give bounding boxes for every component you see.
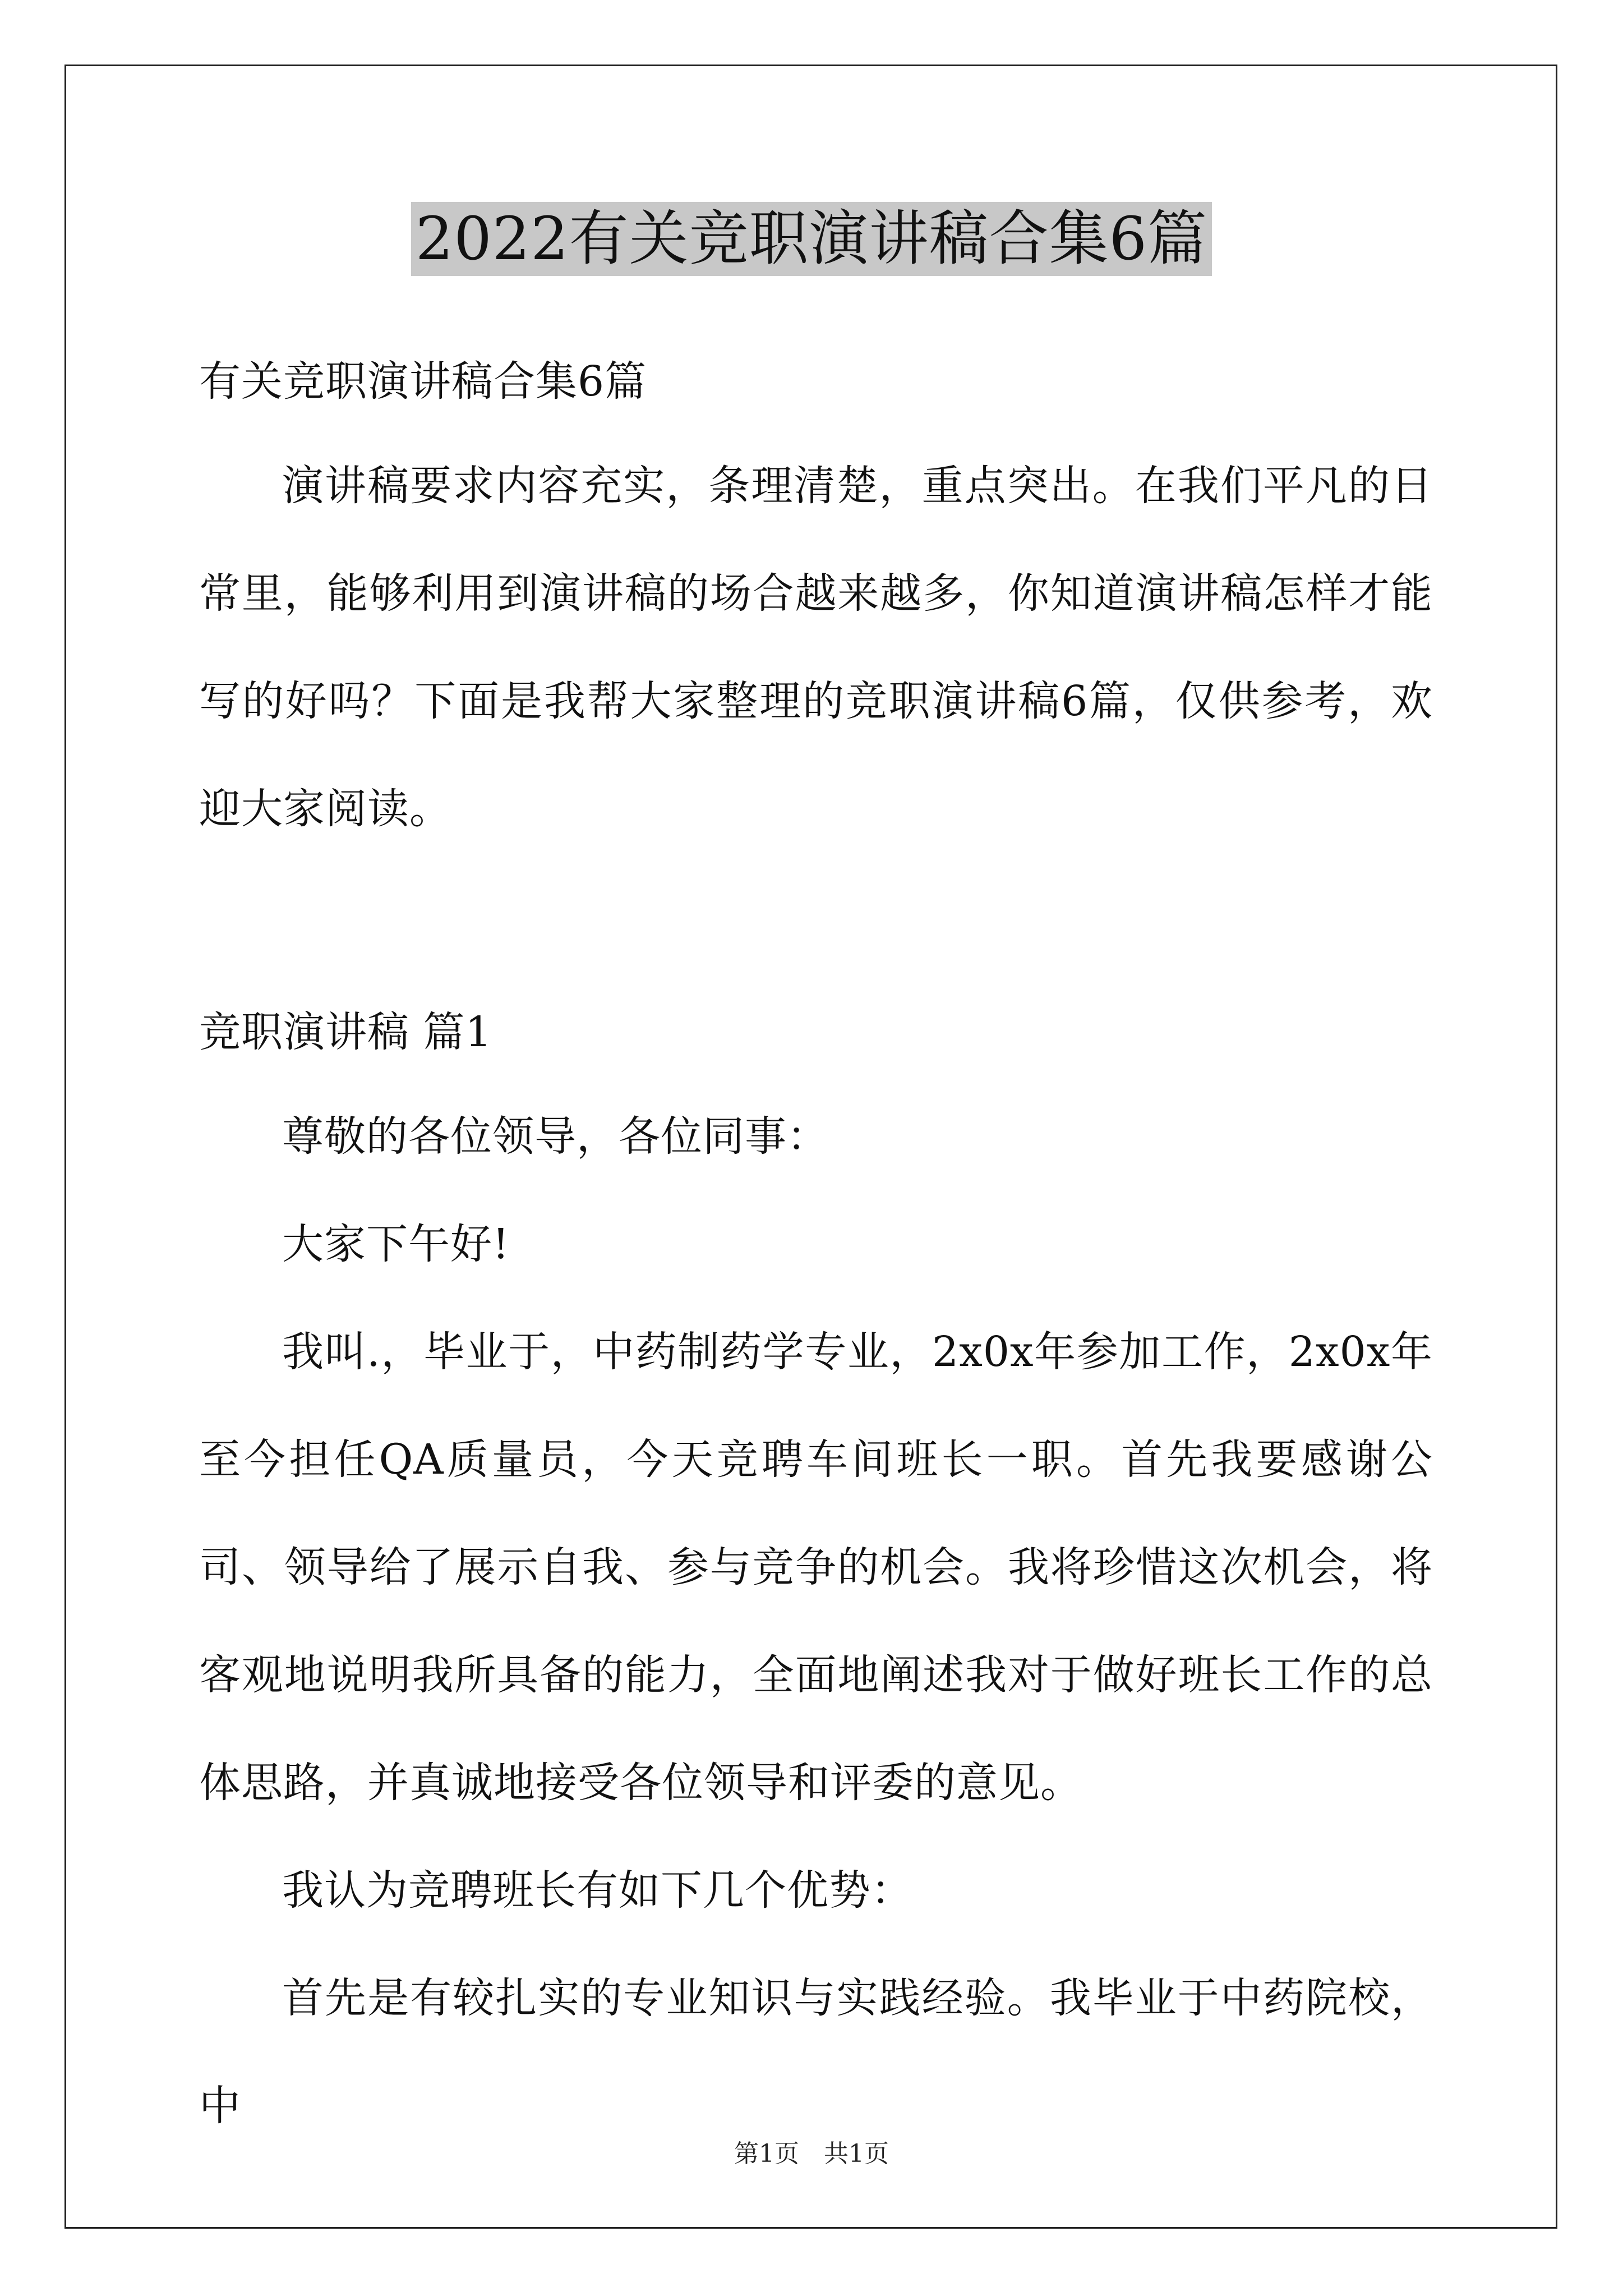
page-footer: 第1页 共1页	[734, 2139, 889, 2168]
intro-paragraph: 演讲稿要求内容充实，条理清楚，重点突出。在我们平凡的日常里，能够利用到演讲稿的场合越来越多，你知道演讲稿怎样才能写的好吗？下面是我帮大家整理的竞职演讲稿6篇，仅供参考，欢迎大家阅读。	[199, 462, 1433, 833]
greeting-paragraph: 尊敬的各位领导，各位同事：	[282, 1112, 829, 1161]
document-subtitle: 有关竞职演讲稿合集6篇	[199, 357, 647, 406]
document-title: 2022有关竞职演讲稿合集6篇	[411, 202, 1212, 276]
section-heading: 竞职演讲稿 篇1	[199, 1008, 492, 1056]
salutation-paragraph: 大家下午好!	[282, 1220, 510, 1268]
body-paragraph-1: 我叫.，毕业于，中药制药学专业，2x0x年参加工作，2x0x年至今担任QA质量员，今天竞聘车间班长一职。首先我要感谢公司、领导给了展示自我、参与竞争的机会。我将珍惜这次机会，将客观地说明我所具备的能力，全面地阐述我对于做好班长工作的总体思路，并真诚地接受各位领导和评委的意见。	[199, 1328, 1433, 1807]
title-container	[0, 202, 1623, 276]
body-paragraph-3: 首先是有较扎实的专业知识与实践经验。我毕业于中药院校，中	[199, 1974, 1433, 2130]
body-paragraph-2: 我认为竞聘班长有如下几个优势：	[282, 1866, 913, 1915]
